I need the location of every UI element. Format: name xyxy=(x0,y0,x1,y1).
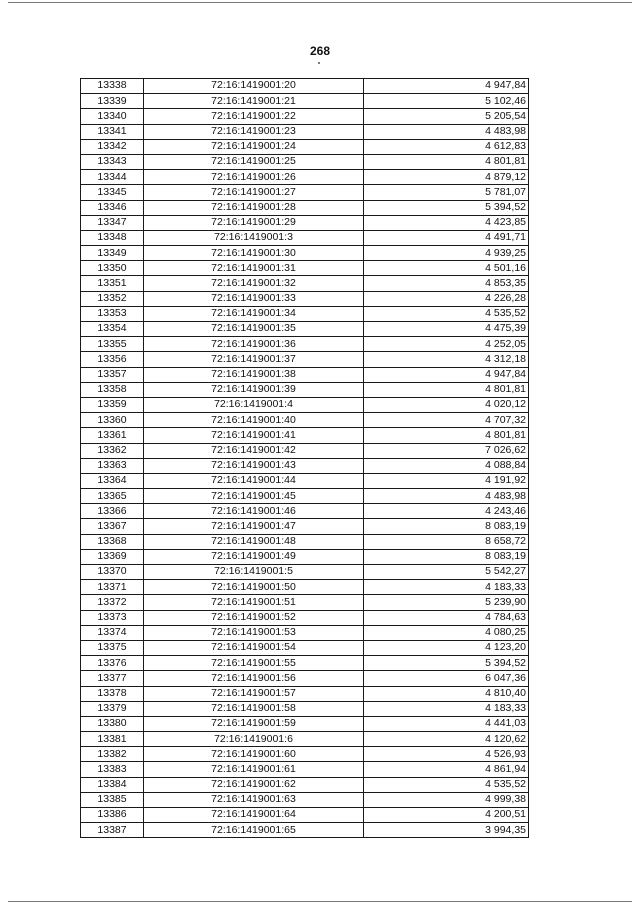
cadastral-number-cell: 72:16:1419001:53 xyxy=(144,625,364,640)
table-row xyxy=(81,595,529,610)
area-value-cell: 4 801,81 xyxy=(364,428,529,443)
row-number-cell: 13362 xyxy=(81,443,144,458)
cadastral-number-cell: 72:16:1419001:4 xyxy=(144,397,364,412)
row-number-cell: 13361 xyxy=(81,428,144,443)
row-number-cell: 13358 xyxy=(81,382,144,397)
area-value-cell: 5 102,46 xyxy=(364,94,529,109)
cadastral-number-cell: 72:16:1419001:34 xyxy=(144,306,364,321)
cadastral-number-cell: 72:16:1419001:5 xyxy=(144,565,364,580)
cadastral-number-cell: 72:16:1419001:41 xyxy=(144,428,364,443)
table-row xyxy=(81,640,529,655)
table-row xyxy=(81,382,529,397)
area-value-cell: 4 784,63 xyxy=(364,610,529,625)
row-number-cell: 13384 xyxy=(81,777,144,792)
table-row xyxy=(81,519,529,534)
table-row xyxy=(81,443,529,458)
area-value-cell: 8 083,19 xyxy=(364,519,529,534)
cadastral-number-cell: 72:16:1419001:43 xyxy=(144,458,364,473)
table-row xyxy=(81,701,529,716)
cadastral-number-cell: 72:16:1419001:29 xyxy=(144,215,364,230)
area-value-cell: 5 239,90 xyxy=(364,595,529,610)
cadastral-number-cell: 72:16:1419001:31 xyxy=(144,261,364,276)
page-number: 268 xyxy=(309,44,331,58)
table-row xyxy=(81,428,529,443)
table-row xyxy=(81,762,529,777)
row-number-cell: 13356 xyxy=(81,352,144,367)
cadastral-number-cell: 72:16:1419001:44 xyxy=(144,473,364,488)
table-row xyxy=(81,397,529,412)
cadastral-number-cell: 72:16:1419001:63 xyxy=(144,792,364,807)
area-value-cell: 4 483,98 xyxy=(364,489,529,504)
cadastral-number-cell: 72:16:1419001:55 xyxy=(144,656,364,671)
table-row xyxy=(81,306,529,321)
row-number-cell: 13338 xyxy=(81,79,144,94)
cadastral-number-cell: 72:16:1419001:60 xyxy=(144,747,364,762)
table-row xyxy=(81,215,529,230)
row-number-cell: 13387 xyxy=(81,823,144,838)
row-number-cell: 13360 xyxy=(81,413,144,428)
area-value-cell: 4 801,81 xyxy=(364,382,529,397)
table-row xyxy=(81,413,529,428)
cadastral-number-cell: 72:16:1419001:32 xyxy=(144,276,364,291)
area-value-cell: 5 542,27 xyxy=(364,565,529,580)
cadastral-number-cell: 72:16:1419001:26 xyxy=(144,170,364,185)
cadastral-number-cell: 72:16:1419001:3 xyxy=(144,230,364,245)
cadastral-number-cell: 72:16:1419001:30 xyxy=(144,246,364,261)
row-number-cell: 13342 xyxy=(81,139,144,154)
row-number-cell: 13381 xyxy=(81,732,144,747)
table-row xyxy=(81,139,529,154)
row-number-cell: 13350 xyxy=(81,261,144,276)
cadastral-number-cell: 72:16:1419001:20 xyxy=(144,79,364,94)
table-row xyxy=(81,109,529,124)
table-row xyxy=(81,352,529,367)
table-row xyxy=(81,261,529,276)
cadastral-number-cell: 72:16:1419001:61 xyxy=(144,762,364,777)
row-number-cell: 13339 xyxy=(81,94,144,109)
area-value-cell: 4 475,39 xyxy=(364,322,529,337)
area-value-cell: 3 994,35 xyxy=(364,823,529,838)
row-number-cell: 13385 xyxy=(81,792,144,807)
cadastral-number-cell: 72:16:1419001:36 xyxy=(144,337,364,352)
area-value-cell: 4 999,38 xyxy=(364,792,529,807)
area-value-cell: 4 226,28 xyxy=(364,291,529,306)
scan-edge-bottom xyxy=(8,901,632,902)
area-value-cell: 4 080,25 xyxy=(364,625,529,640)
area-value-cell: 4 612,83 xyxy=(364,139,529,154)
row-number-cell: 13377 xyxy=(81,671,144,686)
row-number-cell: 13382 xyxy=(81,747,144,762)
cadastral-number-cell: 72:16:1419001:57 xyxy=(144,686,364,701)
row-number-cell: 13383 xyxy=(81,762,144,777)
row-number-cell: 13370 xyxy=(81,565,144,580)
cadastral-number-cell: 72:16:1419001:40 xyxy=(144,413,364,428)
cadastral-number-cell: 72:16:1419001:64 xyxy=(144,808,364,823)
cadastral-number-cell: 72:16:1419001:24 xyxy=(144,139,364,154)
cadastral-number-cell: 72:16:1419001:22 xyxy=(144,109,364,124)
row-number-cell: 13347 xyxy=(81,215,144,230)
area-value-cell: 4 183,33 xyxy=(364,580,529,595)
table-row xyxy=(81,625,529,640)
area-value-cell: 4 535,52 xyxy=(364,306,529,321)
area-value-cell: 4 020,12 xyxy=(364,397,529,412)
row-number-cell: 13369 xyxy=(81,549,144,564)
row-number-cell: 13380 xyxy=(81,716,144,731)
area-value-cell: 5 394,52 xyxy=(364,656,529,671)
cadastral-number-cell: 72:16:1419001:39 xyxy=(144,382,364,397)
cadastral-number-cell: 72:16:1419001:52 xyxy=(144,610,364,625)
row-number-cell: 13344 xyxy=(81,170,144,185)
row-number-cell: 13378 xyxy=(81,686,144,701)
area-value-cell: 4 191,92 xyxy=(364,473,529,488)
row-number-cell: 13343 xyxy=(81,154,144,169)
table-row xyxy=(81,534,529,549)
area-value-cell: 4 810,40 xyxy=(364,686,529,701)
area-value-cell: 4 947,84 xyxy=(364,367,529,382)
area-value-cell: 4 252,05 xyxy=(364,337,529,352)
row-number-cell: 13365 xyxy=(81,489,144,504)
table-row xyxy=(81,276,529,291)
table-row xyxy=(81,367,529,382)
table-row xyxy=(81,291,529,306)
row-number-cell: 13364 xyxy=(81,473,144,488)
table-body xyxy=(81,79,529,838)
table-row xyxy=(81,656,529,671)
area-value-cell: 4 243,46 xyxy=(364,504,529,519)
scan-edge-top xyxy=(8,2,632,3)
row-number-cell: 13371 xyxy=(81,580,144,595)
table-row xyxy=(81,230,529,245)
table-row xyxy=(81,79,529,94)
area-value-cell: 4 491,71 xyxy=(364,230,529,245)
cadastral-number-cell: 72:16:1419001:50 xyxy=(144,580,364,595)
row-number-cell: 13372 xyxy=(81,595,144,610)
table-row xyxy=(81,686,529,701)
table-row xyxy=(81,200,529,215)
area-value-cell: 4 526,93 xyxy=(364,747,529,762)
table-row xyxy=(81,808,529,823)
table-row xyxy=(81,792,529,807)
table-row xyxy=(81,170,529,185)
area-value-cell: 4 947,84 xyxy=(364,79,529,94)
area-value-cell: 5 205,54 xyxy=(364,109,529,124)
row-number-cell: 13349 xyxy=(81,246,144,261)
cadastral-number-cell: 72:16:1419001:62 xyxy=(144,777,364,792)
table-row xyxy=(81,94,529,109)
area-value-cell: 4 123,20 xyxy=(364,640,529,655)
cadastral-number-cell: 72:16:1419001:27 xyxy=(144,185,364,200)
row-number-cell: 13367 xyxy=(81,519,144,534)
cadastral-number-cell: 72:16:1419001:46 xyxy=(144,504,364,519)
cadastral-number-cell: 72:16:1419001:23 xyxy=(144,124,364,139)
area-value-cell: 8 658,72 xyxy=(364,534,529,549)
cadastral-number-cell: 72:16:1419001:6 xyxy=(144,732,364,747)
row-number-cell: 13386 xyxy=(81,808,144,823)
row-number-cell: 13355 xyxy=(81,337,144,352)
area-value-cell: 5 781,07 xyxy=(364,185,529,200)
table-row xyxy=(81,124,529,139)
cadastral-number-cell: 72:16:1419001:35 xyxy=(144,322,364,337)
cadastral-number-cell: 72:16:1419001:38 xyxy=(144,367,364,382)
table-row xyxy=(81,610,529,625)
area-value-cell: 4 120,62 xyxy=(364,732,529,747)
row-number-cell: 13379 xyxy=(81,701,144,716)
cadastral-number-cell: 72:16:1419001:45 xyxy=(144,489,364,504)
row-number-cell: 13346 xyxy=(81,200,144,215)
table-row xyxy=(81,565,529,580)
row-number-cell: 13353 xyxy=(81,306,144,321)
table-row xyxy=(81,823,529,838)
cadastral-number-cell: 72:16:1419001:33 xyxy=(144,291,364,306)
row-number-cell: 13348 xyxy=(81,230,144,245)
cadastral-number-cell: 72:16:1419001:25 xyxy=(144,154,364,169)
row-number-cell: 13359 xyxy=(81,397,144,412)
area-value-cell: 4 088,84 xyxy=(364,458,529,473)
table-row xyxy=(81,716,529,731)
area-value-cell: 4 200,51 xyxy=(364,808,529,823)
area-value-cell: 7 026,62 xyxy=(364,443,529,458)
table-row xyxy=(81,337,529,352)
area-value-cell: 4 879,12 xyxy=(364,170,529,185)
cadastral-number-cell: 72:16:1419001:58 xyxy=(144,701,364,716)
row-number-cell: 13351 xyxy=(81,276,144,291)
cadastral-number-cell: 72:16:1419001:37 xyxy=(144,352,364,367)
cadastral-number-cell: 72:16:1419001:51 xyxy=(144,595,364,610)
table-row xyxy=(81,671,529,686)
table-row xyxy=(81,777,529,792)
row-number-cell: 13363 xyxy=(81,458,144,473)
area-value-cell: 5 394,52 xyxy=(364,200,529,215)
area-value-cell: 4 861,94 xyxy=(364,762,529,777)
cadastral-number-cell: 72:16:1419001:49 xyxy=(144,549,364,564)
row-number-cell: 13354 xyxy=(81,322,144,337)
cadastral-number-cell: 72:16:1419001:28 xyxy=(144,200,364,215)
table-row xyxy=(81,747,529,762)
row-number-cell: 13374 xyxy=(81,625,144,640)
table-row xyxy=(81,580,529,595)
cadastral-number-cell: 72:16:1419001:21 xyxy=(144,94,364,109)
row-number-cell: 13352 xyxy=(81,291,144,306)
area-value-cell: 4 183,33 xyxy=(364,701,529,716)
row-number-cell: 13366 xyxy=(81,504,144,519)
area-value-cell: 4 312,18 xyxy=(364,352,529,367)
row-number-cell: 13368 xyxy=(81,534,144,549)
area-value-cell: 6 047,36 xyxy=(364,671,529,686)
row-number-cell: 13341 xyxy=(81,124,144,139)
cadastral-number-cell: 72:16:1419001:48 xyxy=(144,534,364,549)
row-number-cell: 13375 xyxy=(81,640,144,655)
table-row xyxy=(81,185,529,200)
table-row xyxy=(81,246,529,261)
cadastral-number-cell: 72:16:1419001:54 xyxy=(144,640,364,655)
area-value-cell: 4 501,16 xyxy=(364,261,529,276)
table-row xyxy=(81,732,529,747)
table-row xyxy=(81,322,529,337)
cadastral-number-cell: 72:16:1419001:59 xyxy=(144,716,364,731)
row-number-cell: 13373 xyxy=(81,610,144,625)
cadastral-number-cell: 72:16:1419001:42 xyxy=(144,443,364,458)
area-value-cell: 4 423,85 xyxy=(364,215,529,230)
row-number-cell: 13357 xyxy=(81,367,144,382)
cadastral-number-cell: 72:16:1419001:65 xyxy=(144,823,364,838)
table-row xyxy=(81,154,529,169)
row-number-cell: 13376 xyxy=(81,656,144,671)
area-value-cell: 8 083,19 xyxy=(364,549,529,564)
table-row xyxy=(81,473,529,488)
row-number-cell: 13340 xyxy=(81,109,144,124)
area-value-cell: 4 483,98 xyxy=(364,124,529,139)
cadastral-number-cell: 72:16:1419001:47 xyxy=(144,519,364,534)
cadastral-table xyxy=(80,78,529,838)
scan-speck xyxy=(318,62,320,64)
table-row xyxy=(81,489,529,504)
table-row xyxy=(81,504,529,519)
area-value-cell: 4 801,81 xyxy=(364,154,529,169)
area-value-cell: 4 707,32 xyxy=(364,413,529,428)
row-number-cell: 13345 xyxy=(81,185,144,200)
area-value-cell: 4 535,52 xyxy=(364,777,529,792)
area-value-cell: 4 441,03 xyxy=(364,716,529,731)
area-value-cell: 4 853,35 xyxy=(364,276,529,291)
cadastral-number-cell: 72:16:1419001:56 xyxy=(144,671,364,686)
area-value-cell: 4 939,25 xyxy=(364,246,529,261)
table-row xyxy=(81,458,529,473)
table-row xyxy=(81,549,529,564)
